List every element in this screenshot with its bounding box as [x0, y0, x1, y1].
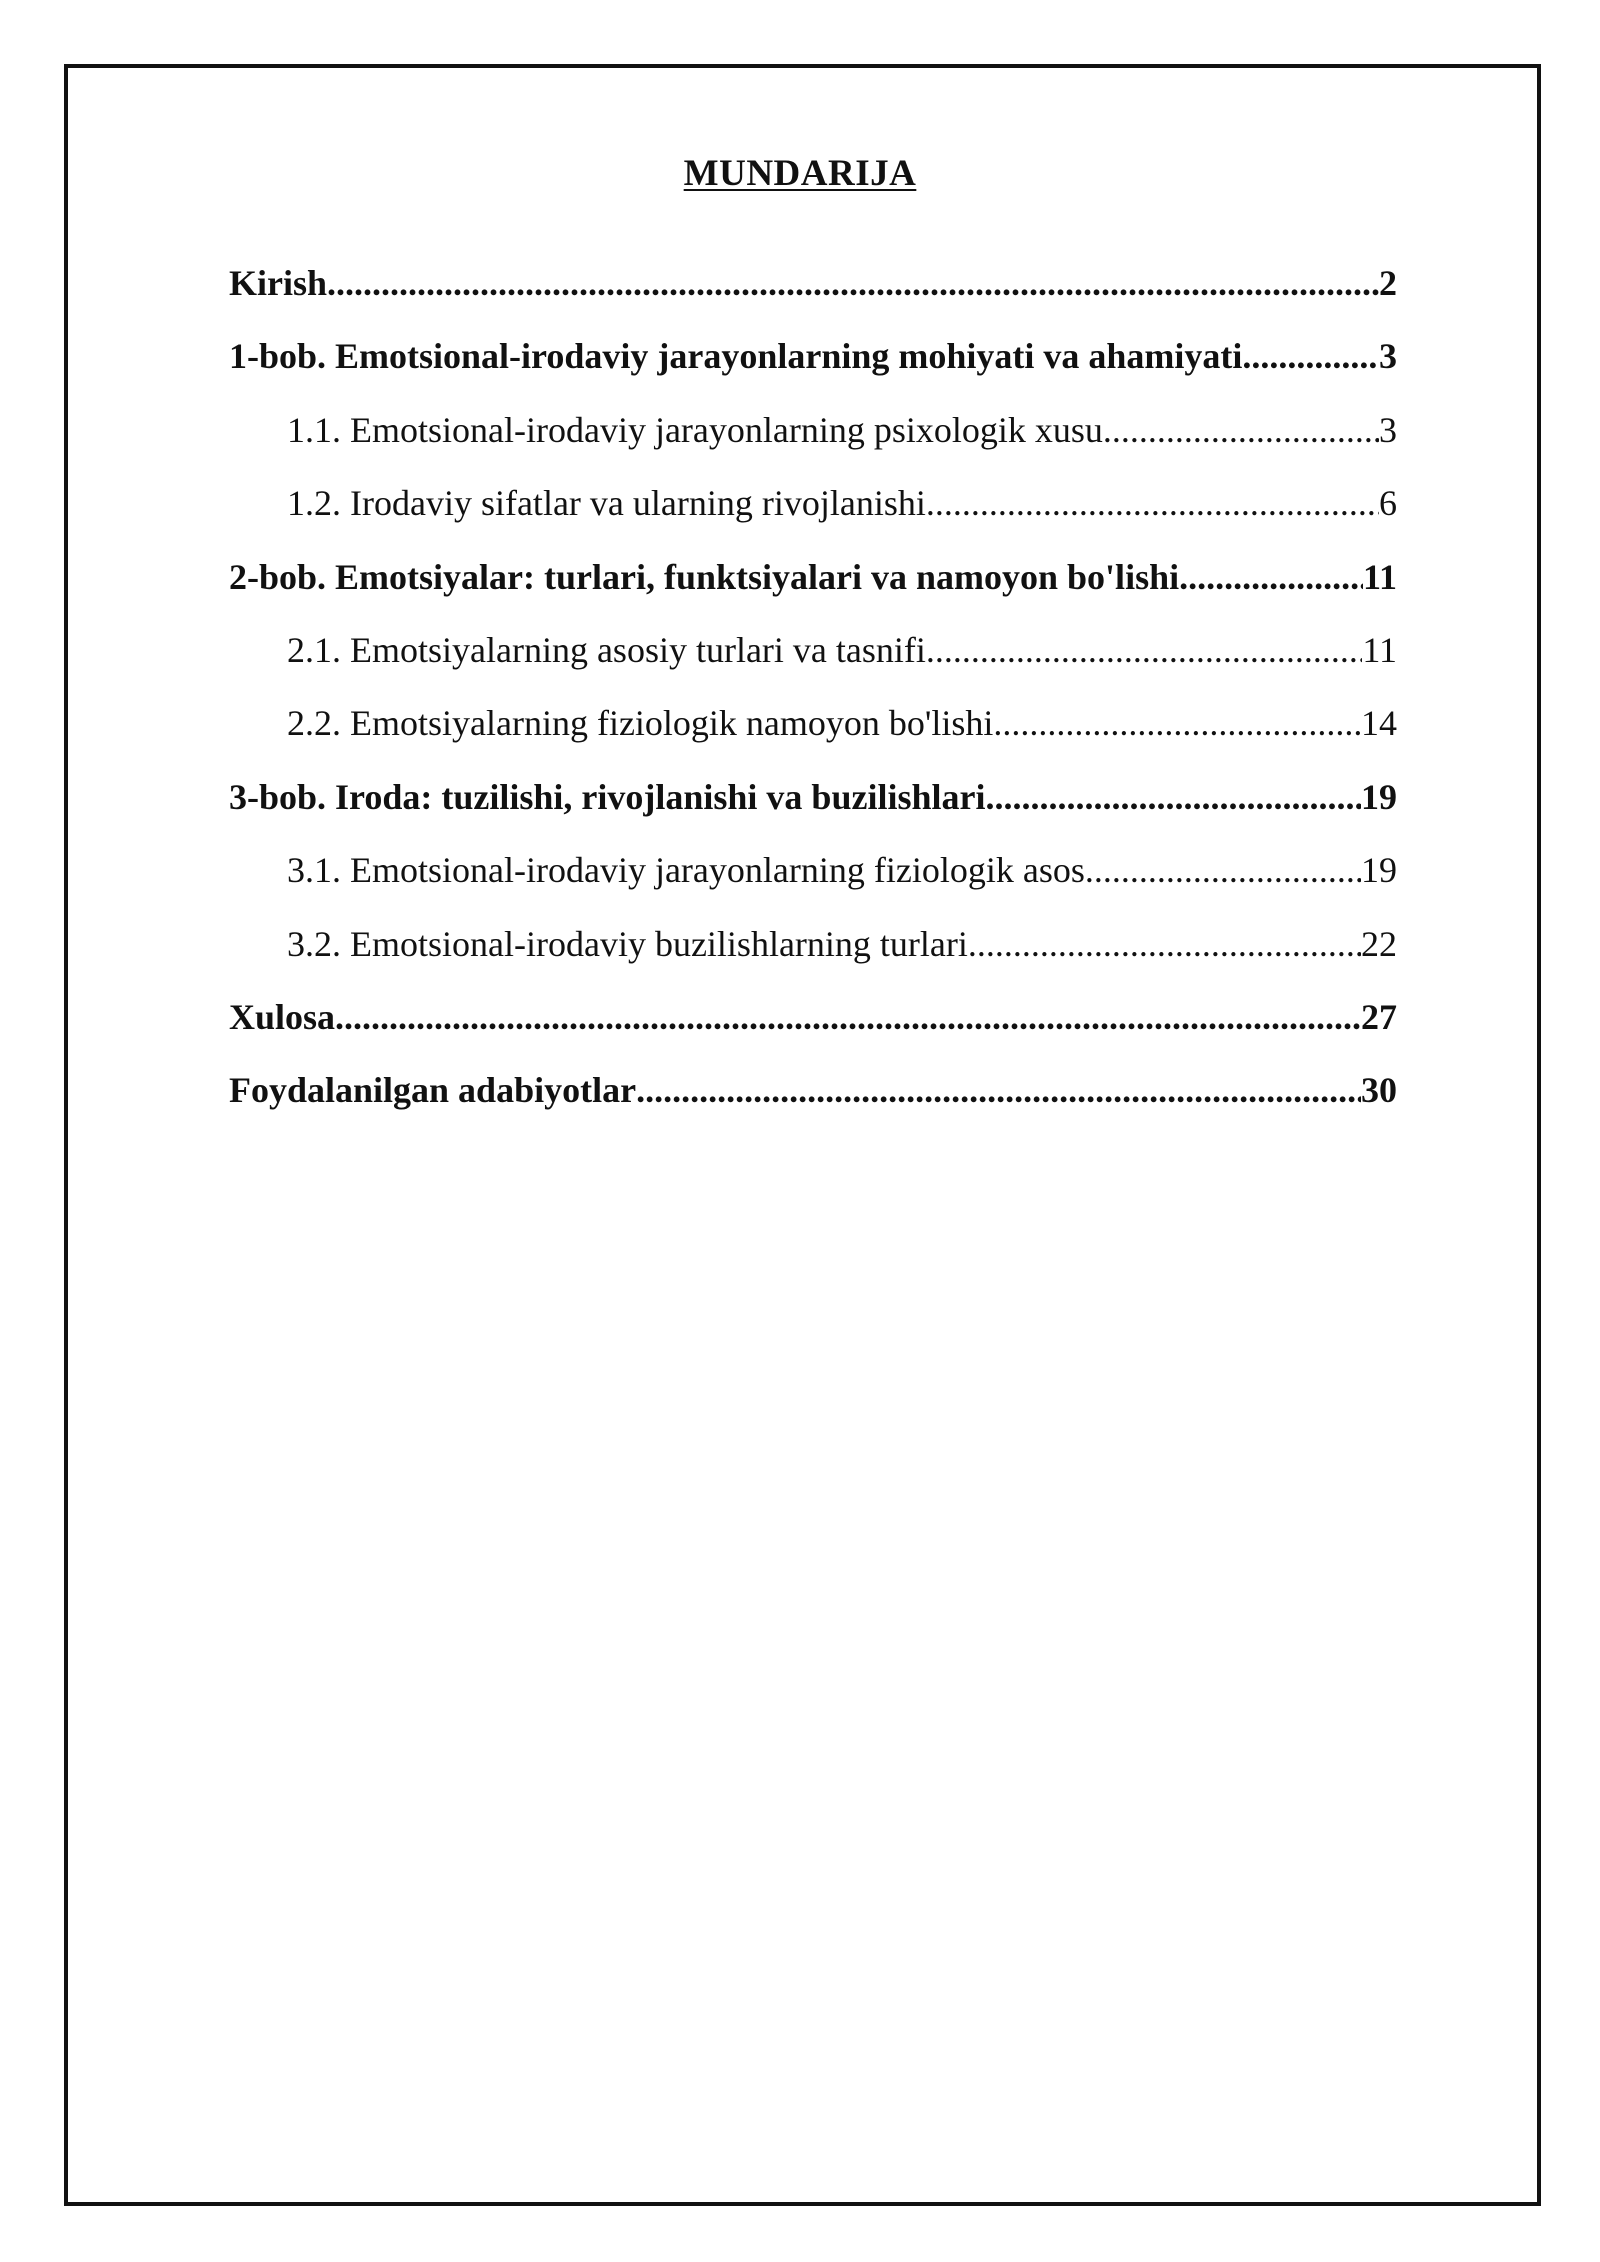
toc-entry-text: 3.2. Emotsional-irodaviy buzilishlarning turlari	[287, 923, 968, 964]
toc-page-number: 3	[1379, 409, 1397, 450]
toc-page-number: 19	[1361, 850, 1397, 891]
toc-dot-leader	[335, 996, 1361, 1038]
toc-entry-section-1-1[interactable]	[229, 409, 1397, 482]
toc-page-number: 11	[1362, 556, 1397, 597]
toc-page-number: 6	[1379, 483, 1397, 524]
toc-dot-leader	[327, 262, 1379, 304]
toc-entry-text: 3-bob. Iroda: tuzilishi, rivojlanishi va buzilishlari	[229, 776, 986, 817]
table-of-contents	[229, 262, 1397, 1143]
toc-dot-leader	[926, 629, 1362, 671]
toc-dot-leader	[1085, 849, 1361, 891]
toc-page-number: 14	[1361, 703, 1397, 744]
toc-entry-text: 2.2. Emotsiyalarning fiziologik namoyon bo'lishi	[287, 703, 994, 744]
toc-entry-section-1-2[interactable]	[229, 482, 1397, 555]
toc-dot-leader	[636, 1069, 1361, 1111]
toc-entry-text: 2-bob. Emotsiyalar: turlari, funktsiyalari va namoyon bo'lishi	[229, 556, 1180, 597]
toc-dot-leader	[985, 776, 1361, 818]
toc-dot-leader	[993, 702, 1361, 744]
toc-entry-text: 1-bob. Emotsional-irodaviy jarayonlarning mohiyati va ahamiyati	[229, 336, 1243, 377]
toc-entry-chapter-1[interactable]	[229, 335, 1397, 408]
toc-dot-leader	[968, 923, 1361, 965]
toc-page-number: 11	[1362, 629, 1397, 670]
toc-entry-chapter-2[interactable]	[229, 556, 1397, 629]
toc-entry-text: 3.1. Emotsional-irodaviy jarayonlarning fiziologik asos	[287, 850, 1085, 891]
toc-page-number: 22	[1361, 923, 1397, 964]
toc-entry-kirish[interactable]	[229, 262, 1397, 335]
toc-dot-leader	[1103, 409, 1379, 451]
toc-entry-section-2-1[interactable]	[229, 629, 1397, 702]
toc-entry-text: 1.1. Emotsional-irodaviy jarayonlarning psixologik xusu	[287, 409, 1103, 450]
toc-entry-section-3-1[interactable]	[229, 849, 1397, 922]
toc-page-number: 3	[1379, 336, 1397, 377]
toc-page-number: 19	[1361, 776, 1397, 817]
toc-entry-text: Kirish	[229, 263, 328, 303]
toc-entry-text: Xulosa	[229, 996, 336, 1037]
toc-entry-references[interactable]	[229, 1069, 1397, 1142]
toc-dot-leader	[1179, 556, 1363, 598]
toc-page-number: 27	[1361, 996, 1397, 1037]
toc-title: MUNDARIJA	[683, 153, 917, 194]
toc-page-number: 2	[1379, 263, 1397, 303]
toc-entry-chapter-3[interactable]	[229, 776, 1397, 849]
toc-entry-section-2-2[interactable]	[229, 702, 1397, 775]
toc-entry-text: 2.1. Emotsiyalarning asosiy turlari va tasnifi	[287, 629, 926, 670]
toc-dot-leader	[926, 482, 1379, 524]
toc-entry-section-3-2[interactable]	[229, 923, 1397, 996]
toc-entry-text: Foydalanilgan adabiyotlar	[229, 1070, 637, 1111]
toc-page-number: 30	[1361, 1070, 1397, 1111]
toc-entry-xulosa[interactable]	[229, 996, 1397, 1069]
toc-entry-text: 1.2. Irodaviy sifatlar va ularning rivojlanishi	[287, 483, 926, 524]
toc-dot-leader	[1242, 335, 1379, 377]
